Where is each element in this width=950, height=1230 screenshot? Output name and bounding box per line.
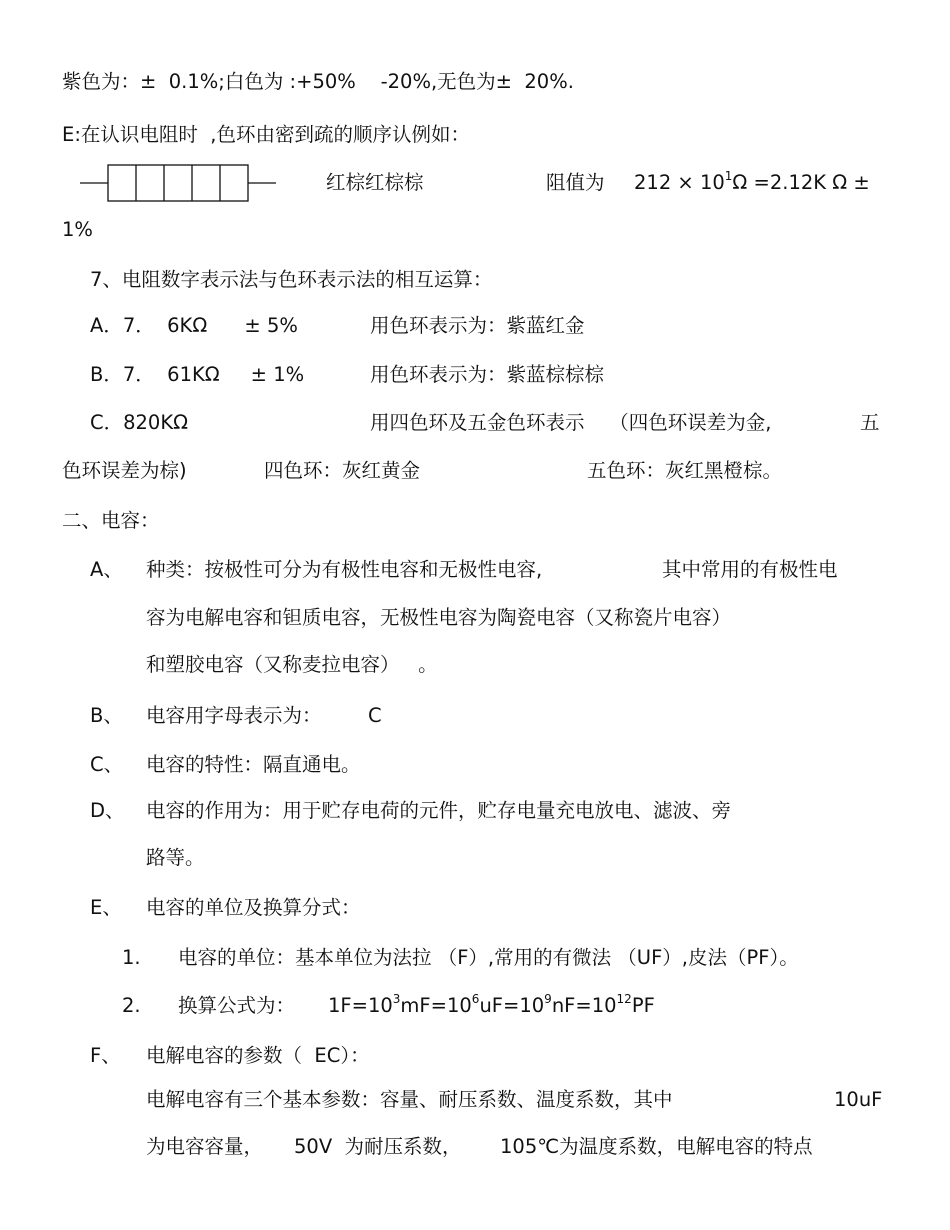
text-line: E:在认识电阻时 ,色环由密到疏的顺序认例如： xyxy=(62,123,470,146)
item-text: 换算公式为： xyxy=(178,994,296,1017)
list-number: 1. xyxy=(122,946,141,969)
text-line: 五色环：灰红黑橙棕。 xyxy=(587,459,783,482)
value-formula: $212 \times 10^1\Omega =2.12K$ Ω ± xyxy=(634,169,870,194)
section-title: 7、电阻数字表示法与色环表示法的相互运算： xyxy=(90,268,493,291)
item-text: 105℃为温度系数，电解电容的特点 xyxy=(500,1135,813,1158)
item-text: 和塑胶电容（又称麦拉电容） 。 xyxy=(146,653,438,676)
item-label: E、 xyxy=(90,896,122,919)
item-text: 电容的作用为：用于贮存电荷的元件，贮存电量充电放电、滤波、旁 xyxy=(146,799,732,822)
item-text: 电容的特性：隔直通电。 xyxy=(146,753,361,776)
item-text: 为电容容量， xyxy=(146,1135,264,1158)
item-label: B、 xyxy=(90,704,123,727)
item-label: D、 xyxy=(90,799,125,822)
list-number: 2. xyxy=(122,994,141,1017)
item-label: B．7． 61KΩ ± 1% xyxy=(90,363,305,386)
value-label: 阻值为 xyxy=(546,171,605,194)
item-text: 五 xyxy=(860,411,880,434)
color-sequence: 红棕红棕棕 xyxy=(326,171,424,194)
item-text: 10uF xyxy=(834,1088,883,1111)
item-text: 种类：按极性可分为有极性电容和无极性电容, xyxy=(146,558,543,581)
item-label: A、 xyxy=(90,558,123,581)
item-label: C、 xyxy=(90,753,124,776)
item-text: 路等。 xyxy=(146,846,205,869)
resistor-diagram xyxy=(80,162,280,204)
item-text: 电容用字母表示为： xyxy=(146,704,322,727)
item-text: 电解电容的参数（ EC）： xyxy=(146,1044,370,1067)
text-line: 紫色为：± 0.1%;白色为 :+50% -20%,无色为± 20%. xyxy=(62,70,574,93)
item-text: C xyxy=(368,704,382,727)
item-text: 电解电容有三个基本参数：容量、耐压系数、温度系数，其中 xyxy=(146,1088,673,1111)
item-text: 用四色环及五金色环表示 （四色环误差为金, xyxy=(370,411,772,434)
section-heading: 二、电容： xyxy=(62,509,160,532)
item-text: 其中常用的有极性电 xyxy=(662,558,838,581)
item-text: 用色环表示为：紫蓝红金 xyxy=(370,314,585,337)
item-text: 用色环表示为：紫蓝棕棕棕 xyxy=(370,363,605,386)
text-line: 1% xyxy=(62,218,93,241)
text-line: 四色环：灰红黄金 xyxy=(264,459,421,482)
item-text: 50V 为耐压系数， xyxy=(294,1135,462,1158)
conversion-formula: $1F=10^3mF=10^6uF=10^9nF=10^{12}PF$ xyxy=(328,992,655,1017)
item-label: A．7． 6KΩ ± 5% xyxy=(90,314,298,337)
item-label: C．820KΩ xyxy=(90,411,189,434)
item-text: 容为电解电容和钽质电容，无极性电容为陶瓷电容（又称瓷片电容） xyxy=(146,606,732,629)
item-label: F、 xyxy=(90,1044,121,1067)
text-line: 色环误差为棕) xyxy=(62,459,187,482)
item-text: 电容的单位：基本单位为法拉 （F）,常用的有微法 （UF）,皮法（PF）。 xyxy=(178,946,799,969)
item-text: 电容的单位及换算分式： xyxy=(146,896,361,919)
